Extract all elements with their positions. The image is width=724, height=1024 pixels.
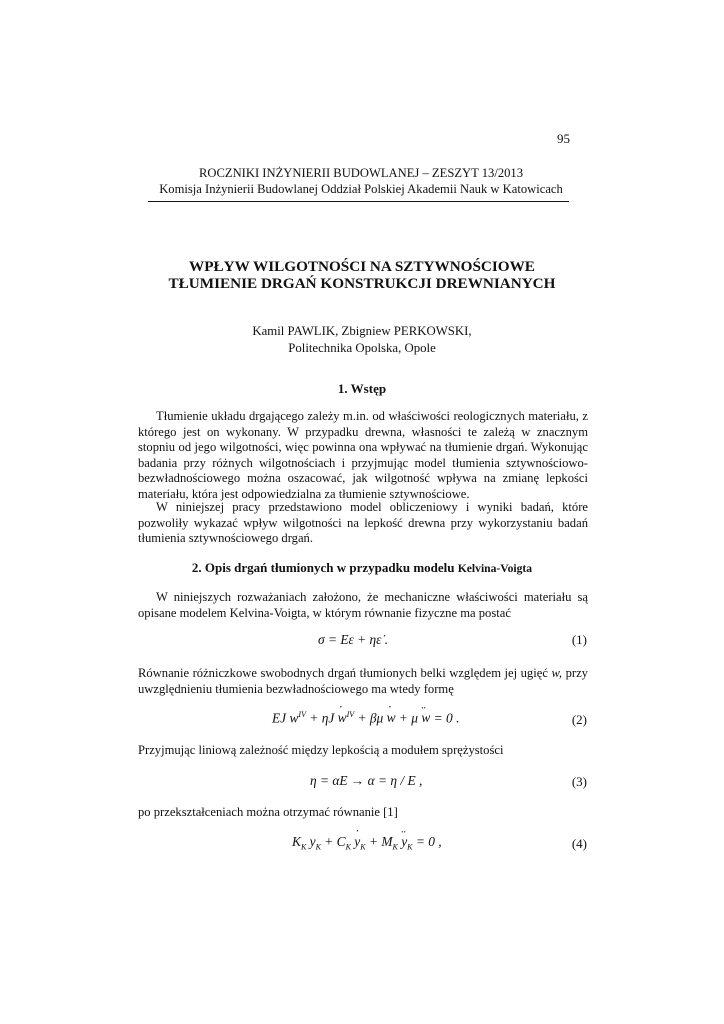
author-block: [120, 323, 604, 357]
equation-4: $K_K$ $y_K + C_K$ ˙ $y_K + M_K$ ¨ $y_K = 0$ ,: [292, 834, 442, 852]
paper-title: [120, 258, 604, 292]
equation-1: σ = Eε + ηε̇ .: [318, 632, 389, 647]
section-2-heading: [120, 560, 604, 576]
journal-header: [138, 165, 584, 197]
section-2-heading-model: Kelvina-Voigta: [457, 562, 533, 575]
equation-1-number: (1): [571, 632, 587, 647]
model-paragraph: W niniejszych rozważaniach założono, że mechaniczne właściwości materiału są opisane modelem Kelvina-Voigta, w którym równanie fizyczne ma postać: [138, 590, 588, 620]
equation-4-number: (4): [571, 836, 587, 851]
diff-eq-text-after: przy uwzględnieniu tłumienia bezwładnościowego ma wtedy formę: [138, 666, 588, 696]
journal-title: ROCZNIKI INŻYNIERII BUDOWLANEJ – ZESZYT 13/2013: [198, 166, 524, 180]
author-affiliation: Politechnika Opolska, Opole: [288, 341, 436, 355]
transformation-paragraph: po przekształceniach można otrzymać równanie [1]: [138, 805, 398, 819]
diff-eq-text-before: Równanie różniczkowe swobodnych drgań tłumionych belki względem jej ugięć: [138, 666, 548, 680]
linear-relation-paragraph: Przyjmując liniową zależność między lepkością a modułem sprężystości: [138, 743, 504, 757]
section-1-heading: 1. Wstęp: [337, 381, 387, 396]
differential-equation-paragraph: [138, 666, 588, 697]
journal-committee: Komisja Inżynierii Budowlanej Oddział Polskiej Akademii Nauk w Katowicach: [159, 182, 563, 196]
title-line-2: TŁUMIENIE DRGAŃ KONSTRUKCJI DREWNIANYCH: [168, 275, 556, 292]
intro-paragraph-1: Tłumienie układu drgającego zależy m.in. od właściwości reologicznych materiału, z którego jest on wykonany. W przypadku drewna, własności te zależą w znacznym stopniu od jego wilgotności, więc powinna ona wpływać na tłumienie drgań. Wykonując badania przy różnych wilgotnościach i przyjmując model tłumienia sztywnościowo-bezwładnościowego można oszacować, jak wilgotność wpływa na zmianę lepkości materiału, która jest odpowiedzialna za tłumienie sztywnościowe.: [138, 409, 588, 501]
equation-3: η = αE → α = η / E ,: [310, 773, 423, 788]
author-names: Kamil PAWLIK, Zbigniew PERKOWSKI,: [252, 324, 472, 338]
intro-paragraph-2: W niniejszej pracy przedstawiono model obliczeniowy i wyniki badań, które pozwoliły wykazać wpływ wilgotności na lepkość drewna przy wykorzystaniu badań tłumienia sztywnościowego drgań.: [138, 500, 588, 546]
deflection-variable: w,: [551, 666, 563, 680]
header-rule: [148, 201, 569, 202]
equation-3-number: (3): [571, 774, 587, 789]
equation-2-number: (2): [571, 712, 587, 727]
section-2-heading-main: 2. Opis drgań tłumionych w przypadku modelu: [191, 560, 455, 575]
page-number: 95: [557, 131, 570, 146]
title-line-1: WPŁYW WILGOTNOŚCI NA SZTYWNOŚCIOWE: [189, 258, 535, 275]
equation-2: EJ $w^{IV} + \eta J$ ˙ $w^{IV} + \beta\mu$ ˙ w + μ ¨ w = 0 .: [272, 710, 459, 726]
